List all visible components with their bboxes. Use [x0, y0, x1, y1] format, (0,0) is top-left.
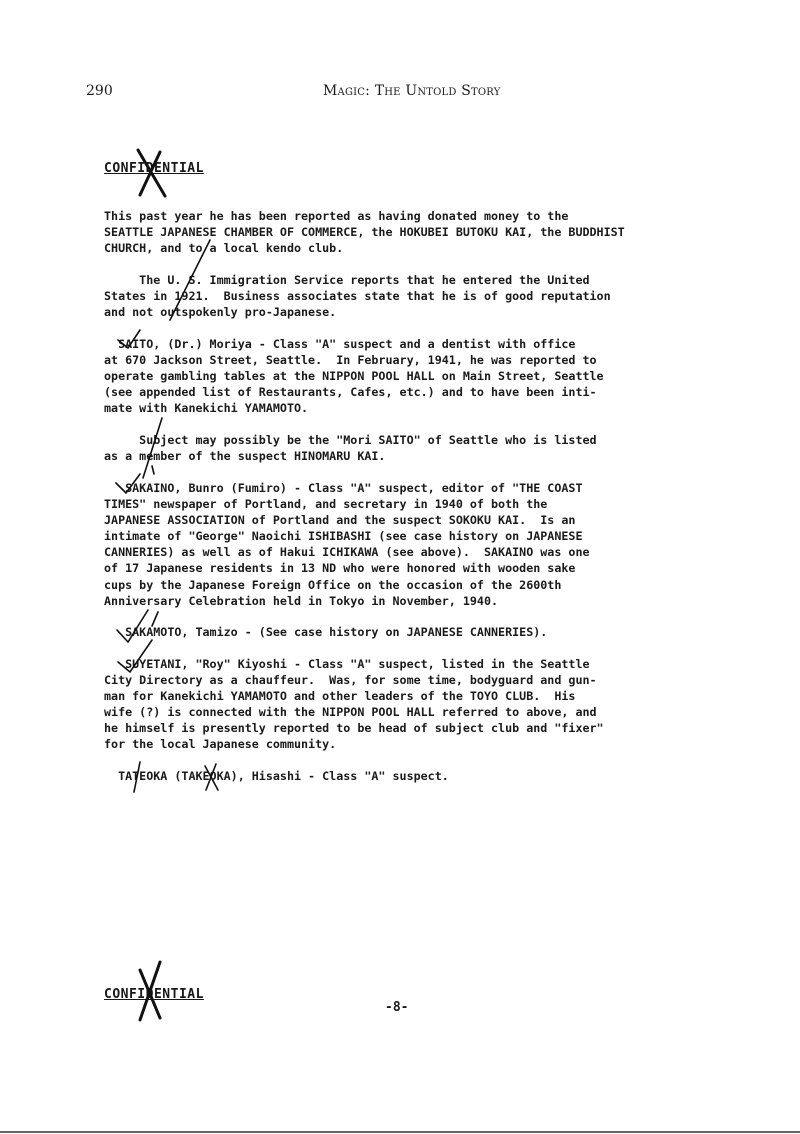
paragraph-immigration: The U. S. Immigration Service reports that he entered the United States in 1921. Business associates state that he is of good reputation and not outspokenly pro-Japanese. — [104, 273, 611, 320]
bottom-divider — [0, 1131, 800, 1133]
paragraph-saito-note: Subject may possibly be the "Mori SAITO" of Seattle who is listed as a member of the suspect HINOMARU KAI. — [104, 433, 597, 464]
classification-label: CONFIDENTIAL — [104, 987, 204, 1002]
classification-label: CONFIDENTIAL — [104, 161, 204, 176]
confidential-stamp-top — [104, 159, 204, 177]
entry-sakaino: SAKAINO, Bunro (Fumiro) - Class "A" suspect, editor of "THE COAST TIMES" newspaper of Portland, and secretary in 1940 of both the JAPANESE ASSOCIATION of Portland and the suspect SOKOKU KAI. Is an intimate of "George" Naoichi ISHIBASHI (see case history on JAPANESE CANNERIES) as well as of Hakui ICHIKAWA (see above). SAKAINO was one of 17 Japanese residents in 13 ND who were honored with wooden sake cups by the Japanese Foreign Office on the occasion of the 2600th Anniversary Celebration held in Tokyo in November, 1940. — [104, 481, 590, 608]
book-page-number: 290 — [86, 83, 113, 99]
running-title: Magic: The Untold Story — [323, 83, 501, 99]
pencil-stroke — [152, 466, 154, 474]
entry-suyetani: SUYETANI, "Roy" Kiyoshi - Class "A" suspect, listed in the Seattle City Directory as a chauffeur. Was, for some time, bodyguard and gun- man for Kanekichi YAMAMOTO and other leaders of the TOYO CLUB. His wife (?) is connected with the NIPPON POOL HALL referred to above, and he himself is presently reported to be head of subject club and "fixer" for the local Japanese community. — [104, 657, 604, 752]
document-page-number: -8- — [385, 1000, 409, 1015]
confidential-stamp-bottom — [104, 985, 204, 1003]
entry-sakamoto: SAKAMOTO, Tamizo - (See case history on JAPANESE CANNERIES). — [104, 625, 548, 639]
entry-tateoka: TATEOKA (TAKEOKA), Hisashi - Class "A" suspect. — [104, 769, 449, 783]
paragraph-donations: This past year he has been reported as having donated money to the SEATTLE JAPANESE CHAMBER OF COMMERCE, the HOKUBEI BUTOKU KAI, the BUDDHIST CHURCH, and to a local kendo club. — [104, 209, 625, 256]
entry-saito: SAITO, (Dr.) Moriya - Class "A" suspect and a dentist with office at 670 Jackson Street, Seattle. In February, 1941, he was reported to operate gambling tables at the NIPPON POOL HALL on Main Street, Seattle (see appended list of Restaurants, Cafes, etc.) and to have been inti- mate with Kanekichi YAMAMOTO. — [104, 337, 604, 416]
book-header — [0, 83, 800, 105]
